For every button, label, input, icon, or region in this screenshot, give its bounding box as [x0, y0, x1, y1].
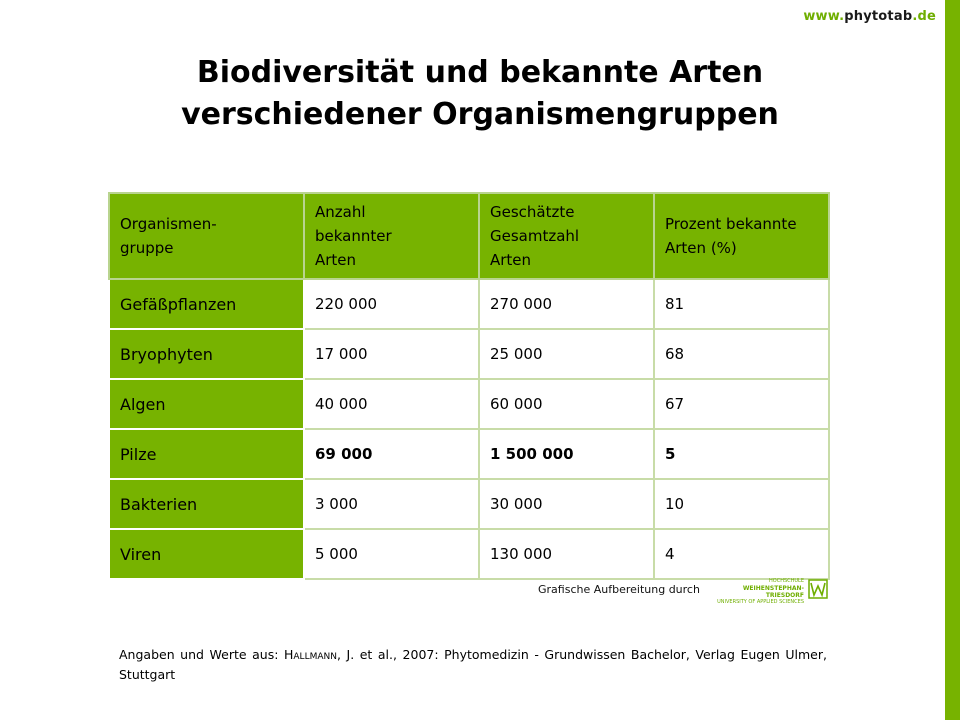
page-title — [0, 52, 960, 136]
credit-text: Grafische Aufbereitung durch — [538, 583, 700, 596]
table-row — [109, 529, 829, 579]
row-known-cell: 17 000 — [304, 329, 479, 379]
row-estimated-cell: 25 000 — [479, 329, 654, 379]
row-group-cell: Algen — [109, 379, 304, 429]
source-author: Hallmann — [284, 647, 337, 662]
logo-mark-icon — [808, 579, 828, 599]
row-group-cell: Bakterien — [109, 479, 304, 529]
row-group-cell: Bryophyten — [109, 329, 304, 379]
logo-text — [712, 578, 804, 606]
row-known-cell: 40 000 — [304, 379, 479, 429]
row-known-cell: 3 000 — [304, 479, 479, 529]
site-url[interactable] — [803, 9, 936, 24]
url-domain: phytotab — [844, 9, 913, 24]
table-row — [109, 479, 829, 529]
row-percent-cell: 10 — [654, 479, 829, 529]
row-known-cell: 5 000 — [304, 529, 479, 579]
table-row-highlighted — [109, 429, 829, 479]
university-logo — [712, 578, 830, 605]
logo-line-2: WEIHENSTEPHAN-TRIESDORF — [742, 585, 804, 599]
row-group-cell: Viren — [109, 529, 304, 579]
url-suffix: .de — [912, 9, 936, 24]
source-citation — [119, 645, 827, 685]
header-estimated: Geschätzte Gesamtzahl Arten — [479, 193, 654, 279]
title-line-2: verschiedener Organismengruppen — [181, 97, 779, 132]
row-group-cell: Pilze — [109, 429, 304, 479]
row-percent-cell: 68 — [654, 329, 829, 379]
row-known-cell: 69 000 — [304, 429, 479, 479]
header-known: Anzahl bekannter Arten — [304, 193, 479, 279]
row-known-cell: 220 000 — [304, 279, 479, 329]
table-row — [109, 279, 829, 329]
row-estimated-cell: 60 000 — [479, 379, 654, 429]
url-prefix: www. — [803, 9, 845, 24]
species-table — [108, 192, 830, 580]
row-estimated-cell: 130 000 — [479, 529, 654, 579]
header-group: Organismen- gruppe — [109, 193, 304, 279]
row-estimated-cell: 270 000 — [479, 279, 654, 329]
row-group-cell: Gefäßpflanzen — [109, 279, 304, 329]
source-rest: , J. et al., 2007: Phytomedizin - Grundwissen Bachelor, Verlag Eugen Ulmer, Stuttgart — [119, 647, 827, 682]
row-percent-cell: 67 — [654, 379, 829, 429]
title-line-1: Biodiversität und bekannte Arten — [196, 55, 764, 90]
header-percent: Prozent bekannte Arten (%) — [654, 193, 829, 279]
row-percent-cell: 4 — [654, 529, 829, 579]
row-estimated-cell: 30 000 — [479, 479, 654, 529]
table-header-row — [109, 193, 829, 279]
logo-line-3: UNIVERSITY OF APPLIED SCIENCES — [717, 599, 804, 605]
source-prefix: Angaben und Werte aus: — [119, 647, 284, 662]
logo-line-1: HOCHSCHULE — [769, 578, 804, 584]
row-percent-cell: 81 — [654, 279, 829, 329]
row-percent-cell: 5 — [654, 429, 829, 479]
table-row — [109, 379, 829, 429]
table-row — [109, 329, 829, 379]
row-estimated-cell: 1 500 000 — [479, 429, 654, 479]
